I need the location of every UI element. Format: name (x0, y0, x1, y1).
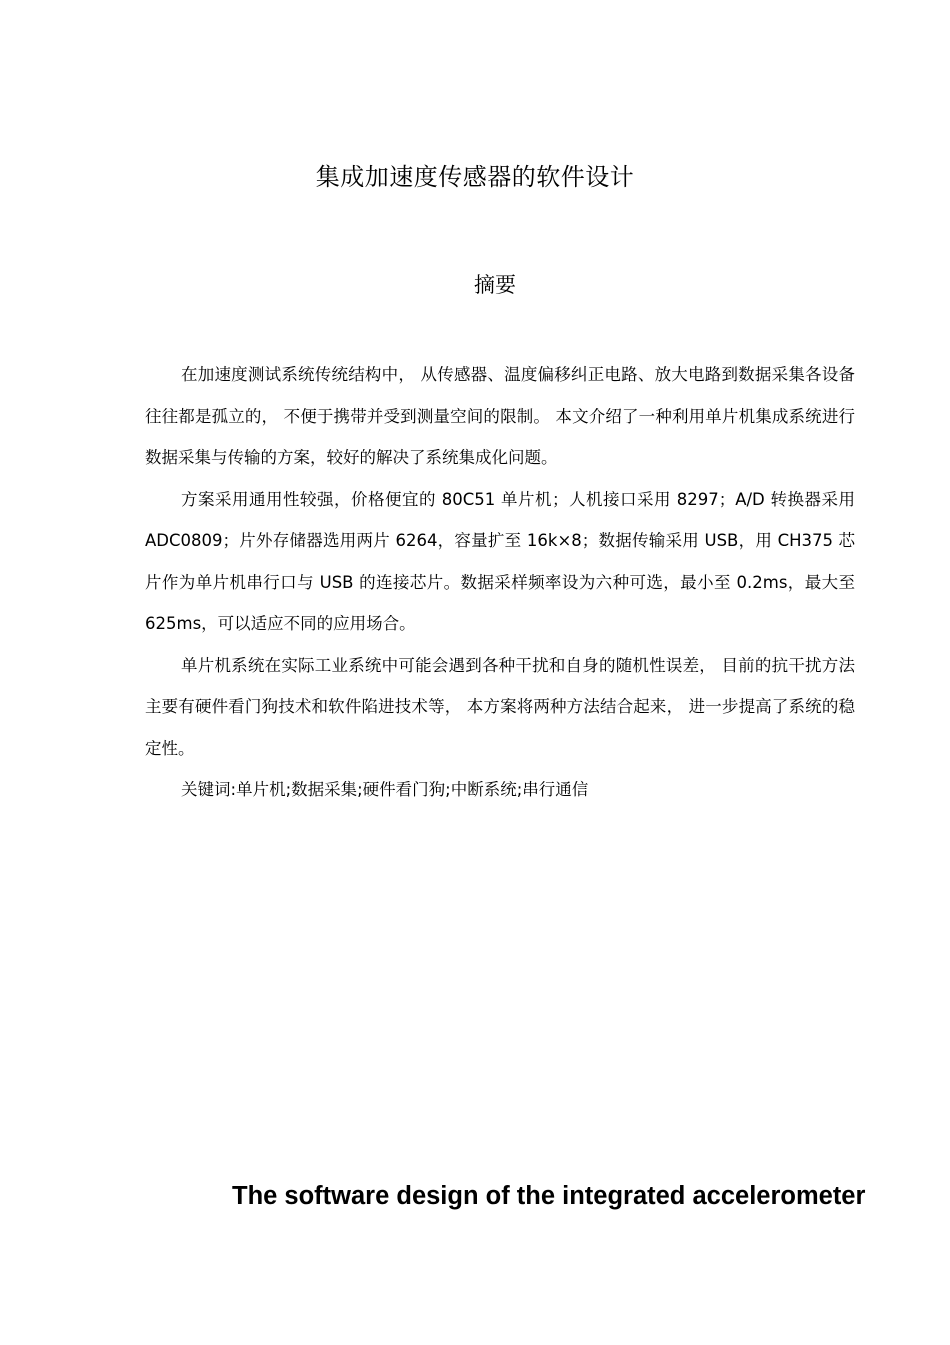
abstract-heading: 摘要 (474, 273, 516, 297)
abstract-paragraph-1: 在加速度测试系统传统结构中， 从传感器、温度偏移纠正电路、放大电路到数据采集各设备往往都是孤立的， 不便于携带并受到测量空间的限制。 本文介绍了一种利用单片机集成系统进行数据采集与传输的方案，较好的解决了系统集成化问题。 (145, 365, 855, 467)
abstract-paragraph-2: 方案采用通用性较强，价格便宜的 80C51 单片机；人机接口采用 8297；A/D 转换器采用 ADC0809；片外存储器选用两片 6264，容量扩至 16k×8；数据传输采用 USB，用 CH375 芯片作为单片机串行口与 USB 的连接芯片。数据采样频率设为六种可选，最小至 0.2ms，最大至 625ms，可以适应不同的应用场合。 (145, 489, 855, 633)
abstract-paragraph-3: 单片机系统在实际工业系统中可能会遇到各种干扰和自身的随机性误差， 目前的抗干扰方法主要有硬件看门狗技术和软件陷进技术等， 本方案将两种方法结合起来， 进一步提高了系统的稳定性。 (145, 655, 855, 758)
english-title: The software design of the integrated accelerometer (232, 1182, 866, 1210)
keywords-line (145, 769, 855, 811)
chinese-title: 集成加速度传感器的软件设计 (315, 163, 635, 191)
abstract-body (145, 354, 855, 811)
keywords-label: 关键词: (181, 780, 237, 799)
keywords-text: 单片机;数据采集;硬件看门狗;中断系统;串行通信 (236, 780, 589, 799)
